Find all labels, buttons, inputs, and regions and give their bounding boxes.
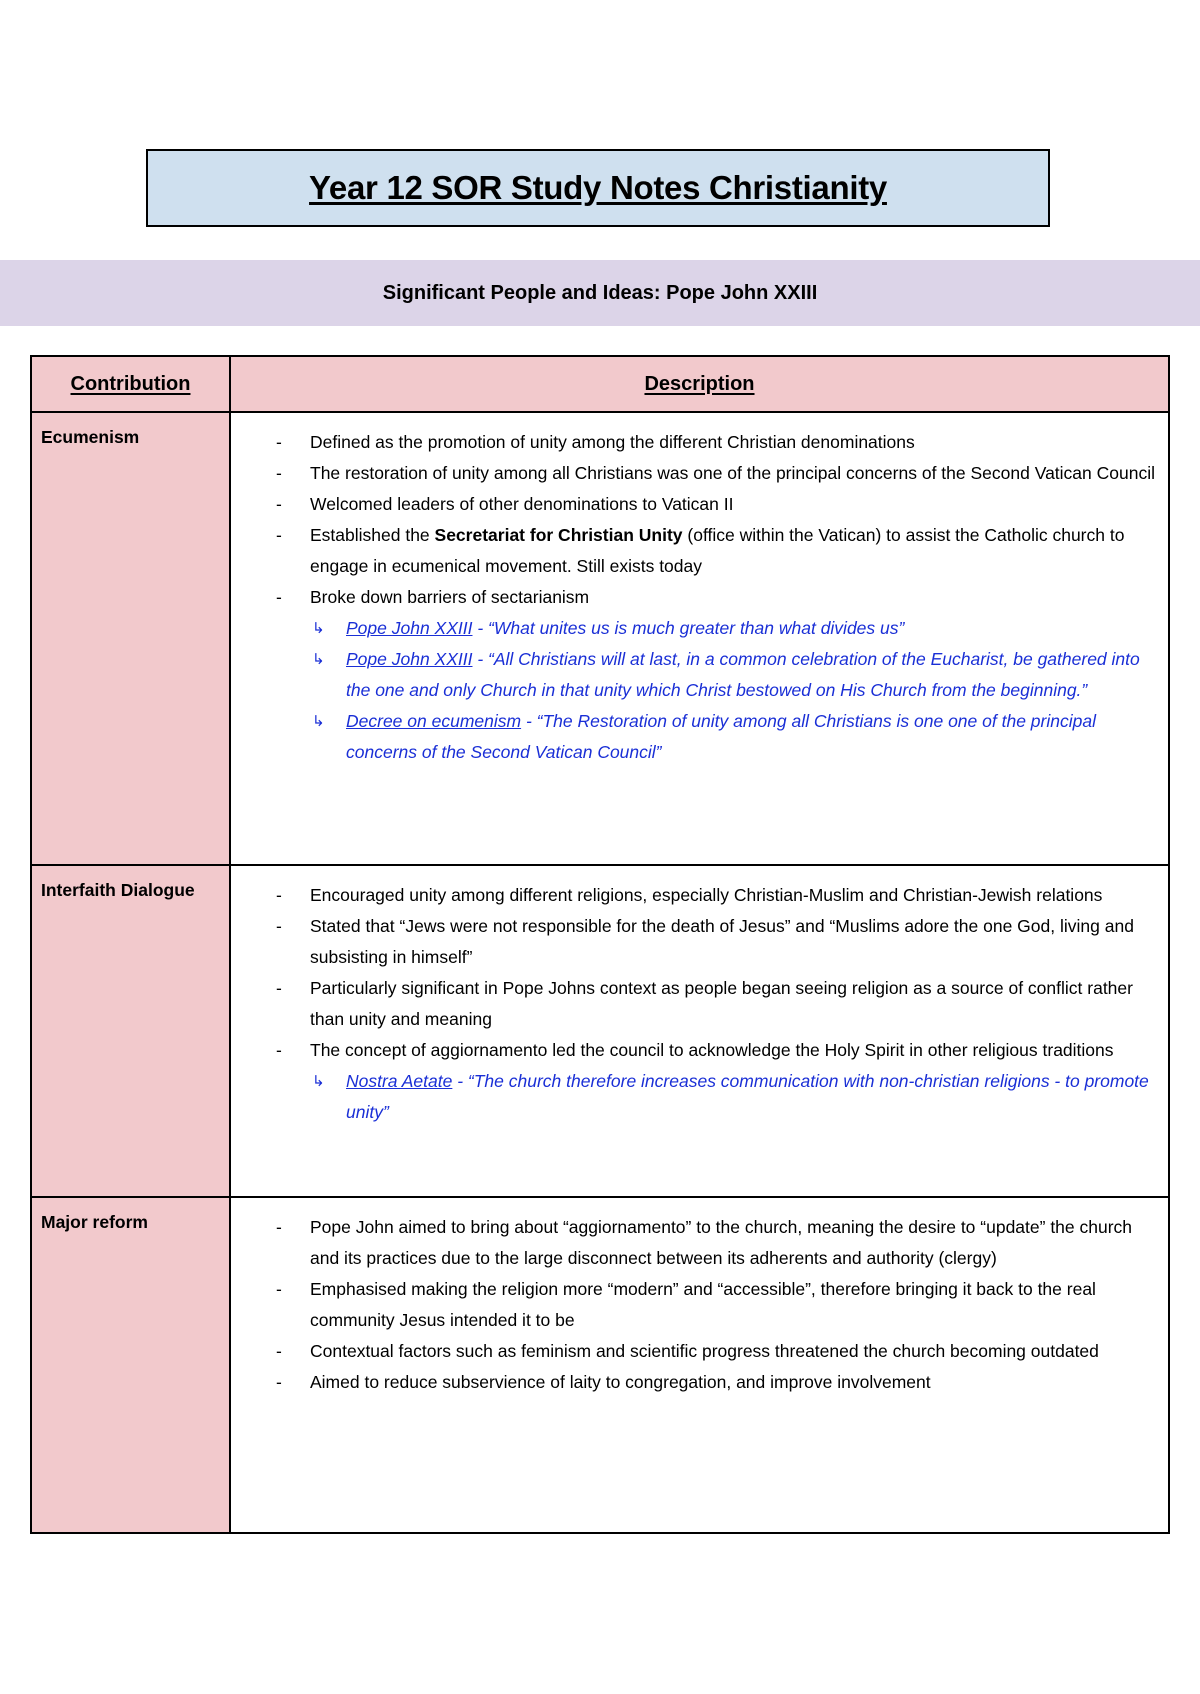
bullet-list <box>273 1212 1158 1398</box>
quote-list <box>273 1066 1158 1128</box>
list-item: - Contextual factors such as feminism and scientific progress threatened the church becoming outdated <box>273 1336 1158 1367</box>
title-box <box>146 149 1050 227</box>
row-label: Ecumenism <box>31 412 230 865</box>
return-arrow-icon: ↳ <box>312 713 325 730</box>
list-item: - Stated that “Jews were not responsible for the death of Jesus” and “Muslims adore the one God, living and subsisting in himself” <box>273 911 1158 973</box>
row-description <box>230 1197 1169 1533</box>
table-row-interfaith <box>31 865 1169 1197</box>
section-subtitle: Significant People and Ideas: Pope John XXIII <box>382 281 818 304</box>
quote-list <box>273 613 1158 768</box>
list-item: - Pope John aimed to bring about “aggiornamento” to the church, meaning the desire to “update” the church and its practices due to the large disconnect between its adherents and authority (clergy) <box>273 1212 1158 1274</box>
bullet-list <box>273 427 1158 613</box>
list-item: - Aimed to reduce subservience of laity to congregation, and improve involvement <box>273 1367 1158 1398</box>
list-item: - The concept of aggiornamento led the council to acknowledge the Holy Spirit in other religious traditions <box>273 1035 1158 1066</box>
quote-text: - “The church therefore increases communication with non-christian religions - to promote unity” <box>346 1071 1149 1122</box>
quote-text: - “What unites us is much greater than what divides us” <box>472 618 905 638</box>
quote-source: Pope John XXIII <box>346 618 473 638</box>
row-label: Interfaith Dialogue <box>31 865 230 1197</box>
table-row-major-reform <box>31 1197 1169 1533</box>
subtitle-bar <box>0 260 1200 326</box>
list-item: - Defined as the promotion of unity among the different Christian denominations <box>273 427 1158 458</box>
return-arrow-icon: ↳ <box>312 651 325 668</box>
page-title: Year 12 SOR Study Notes Christianity <box>309 169 887 206</box>
quote-item <box>273 1066 1158 1128</box>
list-item: - Welcomed leaders of other denominations to Vatican II <box>273 489 1158 520</box>
quote-source: Pope John XXIII <box>346 649 473 669</box>
quote-text: - “The Restoration of unity among all Christians is one one of the principal concerns of the Second Vatican Council” <box>346 711 1096 762</box>
bullet-list <box>273 880 1158 1066</box>
quote-item <box>273 644 1158 706</box>
header-contribution: Contribution <box>31 356 230 412</box>
item-text: Established the <box>310 525 435 545</box>
header-description: Description <box>230 356 1169 412</box>
item-emphasis: Secretariat for Christian Unity <box>434 525 683 545</box>
return-arrow-icon: ↳ <box>312 1073 325 1090</box>
notes-table <box>30 355 1170 1534</box>
row-label: Major reform <box>31 1197 230 1533</box>
table-row-ecumenism <box>31 412 1169 865</box>
item-text: (office within the Vatican) to assist the Catholic church to engage in ecumenical movement. Still exists today <box>310 525 1125 576</box>
quote-text: - “All Christians will at last, in a common celebration of the Eucharist, be gathered into the one and only Church in that unity which Christ bestowed on His Church from the beginning.” <box>346 649 1140 700</box>
list-item: - The restoration of unity among all Christians was one of the principal concerns of the Second Vatican Council <box>273 458 1158 489</box>
list-item: - Particularly significant in Pope Johns context as people began seeing religion as a source of conflict rather than unity and meaning <box>273 973 1158 1035</box>
quote-item <box>273 706 1158 768</box>
list-item <box>273 520 1158 582</box>
list-item: - Encouraged unity among different religions, especially Christian-Muslim and Christian-Jewish relations <box>273 880 1158 911</box>
list-item: - Broke down barriers of sectarianism <box>273 582 1158 613</box>
quote-source: Decree on ecumenism <box>346 711 522 731</box>
return-arrow-icon: ↳ <box>312 620 325 637</box>
row-description <box>230 412 1169 865</box>
row-description <box>230 865 1169 1197</box>
quote-item <box>273 613 1158 644</box>
quote-source: Nostra Aetate <box>346 1071 453 1091</box>
list-item: - Emphasised making the religion more “modern” and “accessible”, therefore bringing it back to the real community Jesus intended it to be <box>273 1274 1158 1336</box>
table-header-row <box>31 356 1169 412</box>
